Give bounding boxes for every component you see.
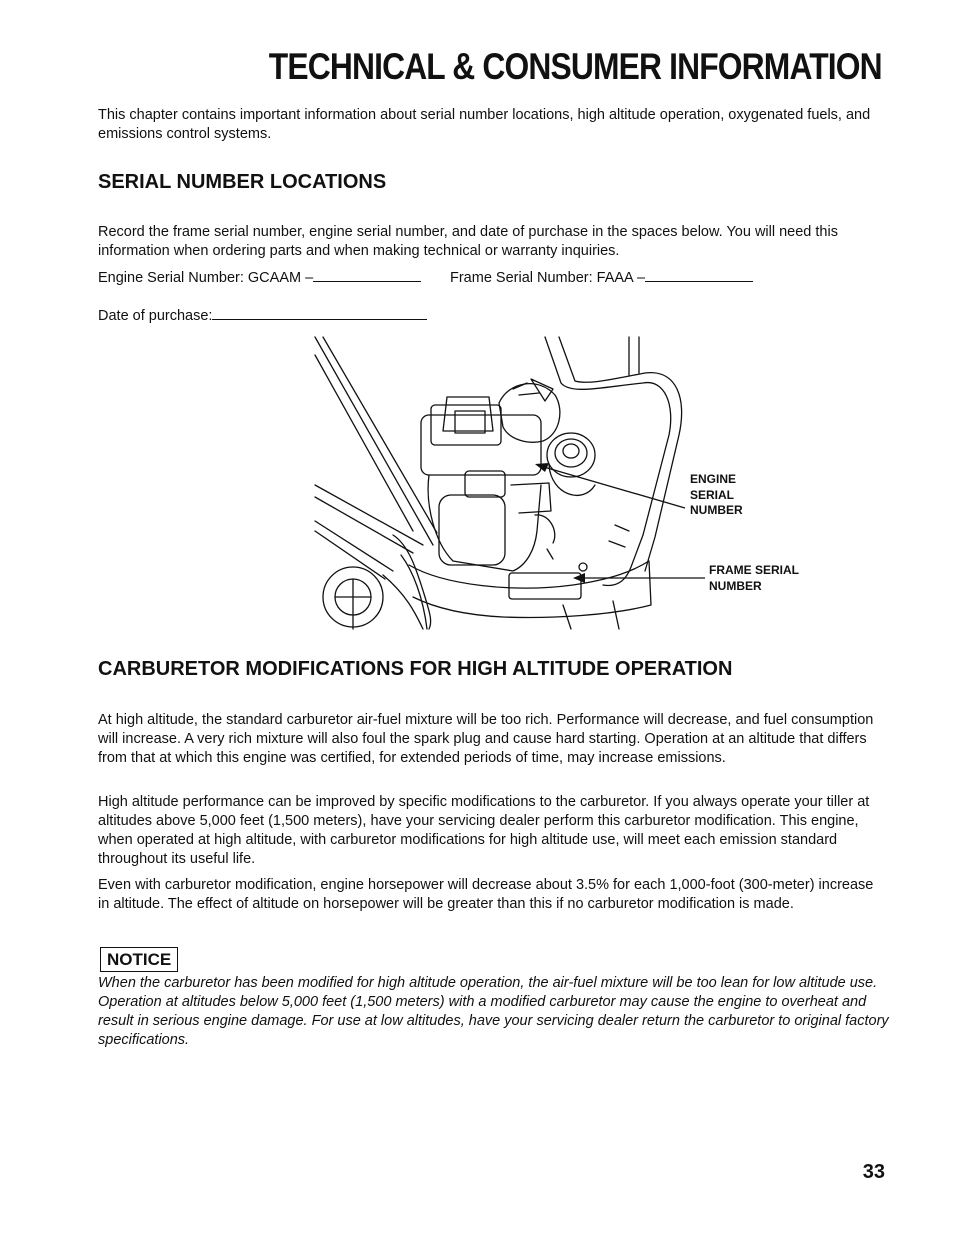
date-line[interactable] <box>212 306 427 320</box>
date-label: Date of purchase: <box>98 308 213 324</box>
page-number: 33 <box>862 1161 885 1183</box>
frame-serial-line[interactable] <box>645 268 753 282</box>
carb-paragraph-1: At high altitude, the standard carburetor air-fuel mixture will be too rich. Performance will decrease, and fuel consumption will increase. A very rich mixture will also foul the spark plug and cause hard starting. Operation at an altitude that differs from that at which this engine was certified, for extended periods of time, may increase emissions. <box>98 712 874 766</box>
frame-serial-callout <box>709 563 799 594</box>
notice-label: NOTICE <box>100 947 178 972</box>
serial-body: Record the frame serial number, engine serial number, and date of purchase in the spaces below. You will need this information when ordering parts and when making technical or warranty inquiries. <box>98 224 838 259</box>
intro-paragraph: This chapter contains important information about serial number locations, high altitude operation, oxygenated fuels, and emissions control systems. <box>98 107 871 142</box>
engine-serial-line[interactable] <box>313 268 421 282</box>
frame-callout-line2: NUMBER <box>709 578 762 593</box>
carb-paragraph-3: Even with carburetor modification, engine horsepower will decrease about 3.5% for each 1,000-foot (300-meter) increase in altitude. The effect of altitude on horsepower will be greater than this if no carburetor modification is made. <box>98 877 874 912</box>
notice-text: When the carburetor has been modified for high altitude operation, the air-fuel mixture will be too lean for low altitude use. Operation at altitudes below 5,000 feet (1,500 meters) with a modified carburetor may cause the engine to overheat and result in serious engine damage. For use at low altitudes, have your servicing dealer return the carburetor to original factory specifications. <box>98 975 889 1048</box>
frame-callout-line1: FRAME SERIAL <box>709 563 799 577</box>
carb-heading: CARBURETOR MODIFICATIONS FOR HIGH ALTITUDE OPERATION <box>98 658 733 680</box>
engine-serial-label: Engine Serial Number: GCAAM – <box>98 270 314 286</box>
engine-callout-line2: SERIAL <box>690 487 735 502</box>
engine-callout-line1: ENGINE <box>690 472 737 486</box>
engine-serial-field <box>98 268 421 288</box>
carb-paragraph-2: High altitude performance can be improved by specific modifications to the carburetor. If you always operate your tiller at altitudes above 5,000 feet (1,500 meters), have your servicing dealer perform this carburetor modification. This engine, when operated at high altitude, with carburetor modifications for high altitude use, will meet each emission standard throughout its useful life. <box>98 794 870 867</box>
frame-serial-field <box>450 268 753 288</box>
engine-serial-callout <box>690 472 743 519</box>
frame-serial-label: Frame Serial Number: FAAA – <box>450 270 646 286</box>
engine-callout-line3: NUMBER <box>690 503 743 517</box>
date-of-purchase-field <box>98 306 427 326</box>
page-title: TECHNICAL & CONSUMER INFORMATION <box>269 46 882 87</box>
serial-heading: SERIAL NUMBER LOCATIONS <box>98 171 387 193</box>
